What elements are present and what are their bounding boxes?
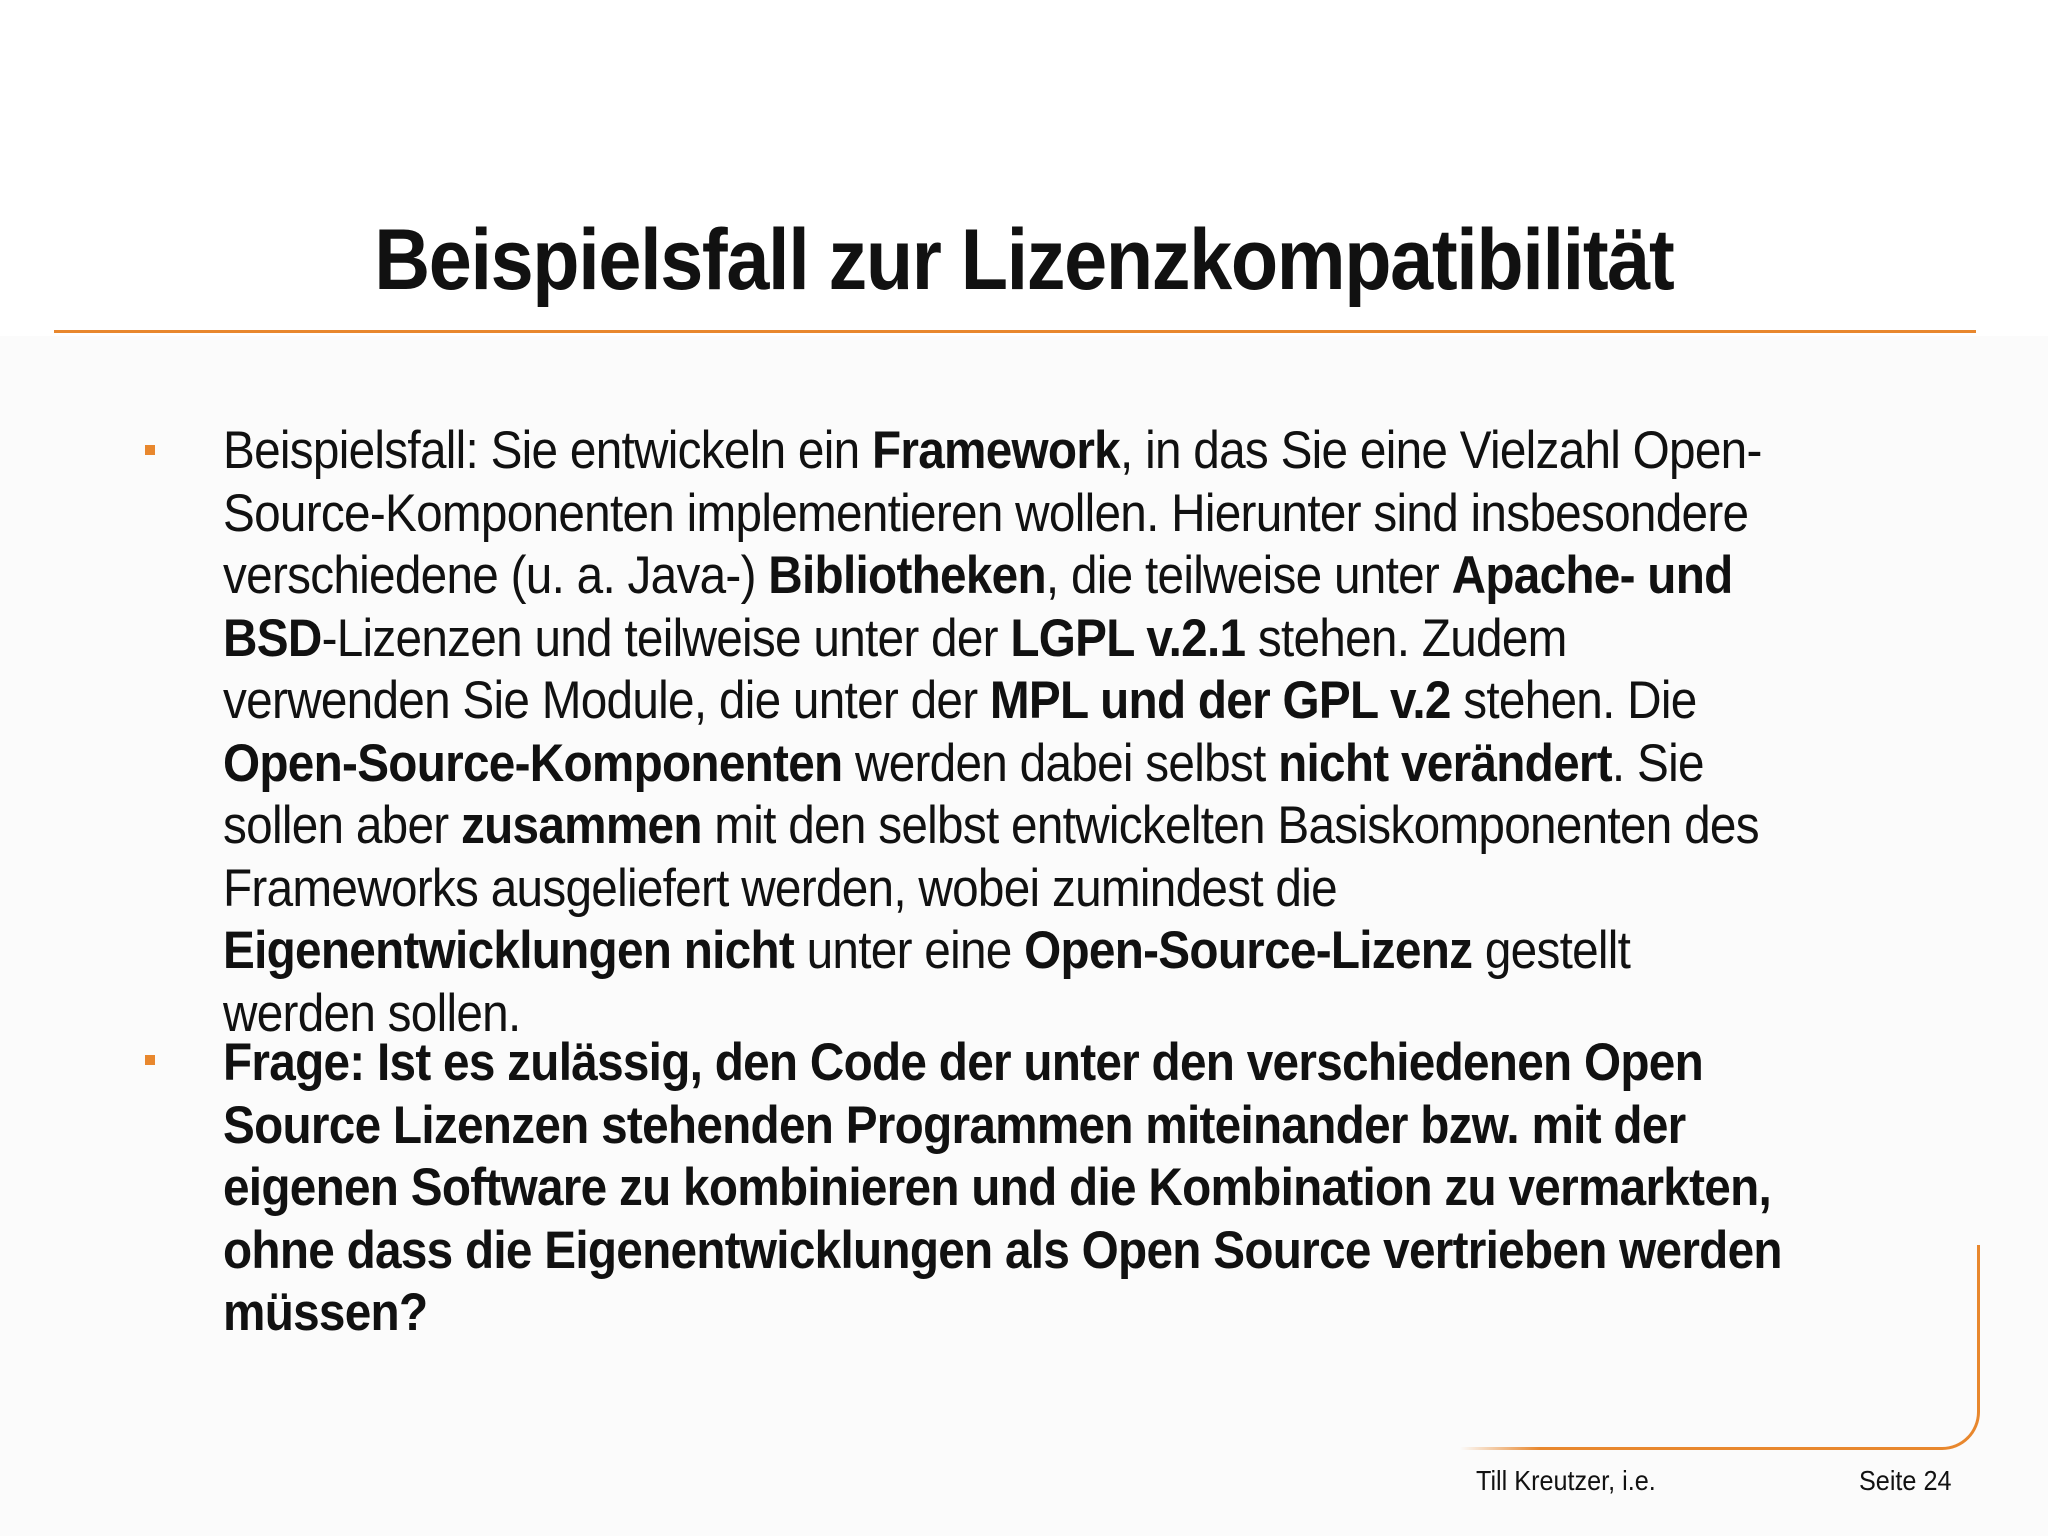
text-segment: stehen. Zudem verwenden Sie Module, die unter der xyxy=(223,608,1567,730)
bold-segment: Frage: Ist es zulässig, den Code der unter den verschiedenen Open Source Lizenzen stehenden Programmen miteinander bzw. mit der eigenen Software zu kombinieren und die Kombination zu vermarkten, ohne dass die Eigenentwicklungen als Open Source vertrieben werden müssen? xyxy=(223,1033,1782,1342)
text-segment: -Lizenzen und teilweise unter der xyxy=(321,608,1011,668)
text-segment: stehen. Die xyxy=(1450,671,1697,730)
text-segment: , in das Sie eine Vielzahl Open-Source-Komponenten implementieren wollen. Hierunter sind insbesondere verschiedene (u. a. Java-) xyxy=(223,421,1762,605)
text-segment: gestellt werden sollen. xyxy=(223,921,1631,1043)
bold-segment: Apache- und BSD xyxy=(223,546,1733,668)
footer-page-number: Seite 24 xyxy=(1859,1465,1952,1496)
bullet-paragraph-case xyxy=(223,420,1789,1045)
bold-segment: MPL und der GPL v.2 xyxy=(989,671,1451,730)
bold-segment: Open-Source-Komponenten xyxy=(223,733,843,793)
title-divider xyxy=(54,330,1976,333)
bold-segment: Open-Source-Lizenz xyxy=(1024,921,1473,980)
text-segment: Beispielsfall: Sie entwickeln ein xyxy=(223,421,872,480)
slide-title: Beispielsfall zur Lizenzkompatibilität xyxy=(374,212,1674,308)
text-segment: . Sie sollen aber xyxy=(223,733,1704,855)
footer-author: Till Kreutzer, i.e. xyxy=(1476,1465,1656,1496)
text-segment: unter eine xyxy=(794,921,1025,980)
bold-segment: Bibliotheken xyxy=(768,546,1046,605)
bold-segment: Framework xyxy=(871,421,1121,480)
text-segment: mit den selbst entwickelten Basiskomponenten des Frameworks ausgeliefert werden, wobei zumindest die xyxy=(223,796,1759,918)
footer-frame-fade xyxy=(1460,1420,1540,1460)
bullet-marker-icon xyxy=(145,1055,155,1065)
bullet-marker-icon xyxy=(145,445,155,455)
bold-segment: Eigenentwicklungen nicht xyxy=(223,921,795,980)
text-segment: , die teilweise unter xyxy=(1045,546,1452,605)
bold-segment: zusammen xyxy=(460,796,702,855)
bold-segment: nicht verändert xyxy=(1278,733,1612,793)
bold-segment: LGPL v.2.1 xyxy=(1010,608,1246,668)
text-segment: werden dabei selbst xyxy=(842,733,1279,793)
